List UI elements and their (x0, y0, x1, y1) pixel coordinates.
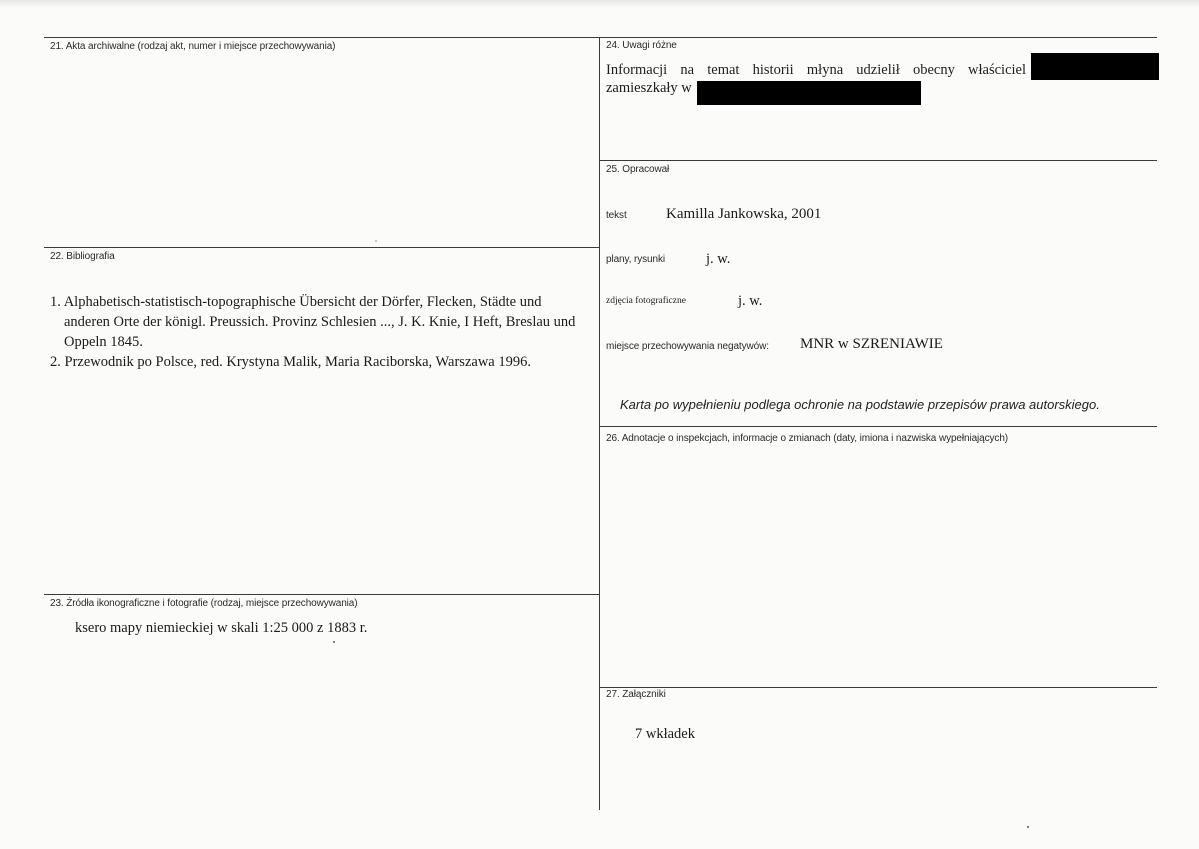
section-23-text: ksero mapy niemieckiej w skali 1:25 000 z 1883 r. (75, 620, 368, 636)
rule-right-25 (599, 160, 1157, 161)
tekst-label: tekst (606, 210, 627, 221)
tekst-value: Kamilla Jankowska, 2001 (666, 206, 822, 222)
scan-edge (0, 0, 1199, 8)
bibliography-item: 2. Przewodnik po Polsce, red. Krystyna Malik, Maria Raciborska, Warszawa 1996. (50, 354, 531, 370)
section-27-text: 7 wkładek (635, 726, 695, 742)
redaction-owner-address (697, 81, 921, 105)
rule-left-22 (44, 247, 599, 248)
section-22-label: 22. Bibliografia (50, 251, 115, 262)
negatywy-label: miejsce przechowywania negatywów: (606, 341, 769, 352)
bibliography-item: 1. Alphabetisch-statistisch-topographische Übersicht der Dörfer, Flecken, Städte und anderen Orte der königl. Preussich. Provinz Schlesien ..., J. K. Knie, I Heft, Breslau und Oppeln 1845. (50, 294, 576, 350)
rule-right-26 (599, 426, 1157, 427)
rule-left-23 (44, 594, 599, 595)
negatywy-value: MNR w SZRENIAWIE (800, 336, 943, 352)
copyright-notice: Karta po wypełnieniu podlega ochronie na podstawie przepisów prawa autorskiego. (620, 397, 1100, 412)
section-24-line2: zamieszkały w (606, 80, 692, 96)
top-rule (44, 37, 1157, 38)
section-26-label: 26. Adnotacje o inspekcjach, informacje o zmianach (daty, imiona i nazwiska wypełniających) (606, 433, 1009, 444)
redaction-owner-name (1031, 53, 1159, 80)
section-21-label: 21. Akta archiwalne (rodzaj akt, numer i miejsce przechowywania) (50, 41, 336, 52)
plany-value: j. w. (706, 251, 731, 267)
scan-speck (1027, 826, 1029, 828)
scan-speck (375, 240, 377, 242)
section-24-label: 24. Uwagi różne (606, 40, 677, 51)
zdjecia-value: j. w. (738, 293, 763, 309)
section-24-line1: Informacji na temat historii młyna udzielił obecny właściciel (606, 62, 1026, 78)
plany-label: plany, rysunki (606, 254, 665, 265)
section-27-label: 27. Załączniki (606, 689, 666, 700)
section-25-label: 25. Opracował (606, 164, 670, 175)
center-divider (599, 37, 600, 810)
zdjecia-label: zdjęcia fotograficzne (606, 296, 686, 306)
bibliography-list (50, 292, 590, 372)
section-23-label: 23. Źródła ikonograficzne i fotografie (rodzaj, miejsce przechowywania) (50, 598, 358, 609)
scan-speck (333, 641, 335, 643)
rule-right-27 (599, 687, 1157, 688)
